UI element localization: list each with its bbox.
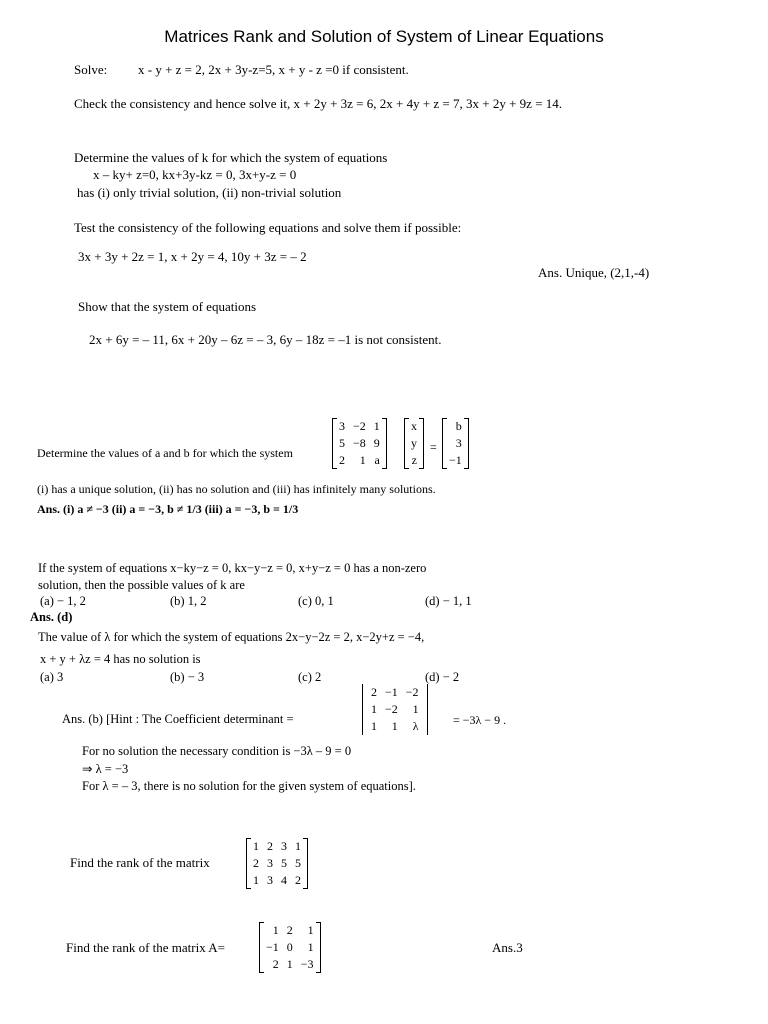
matrix-cell: 2 bbox=[267, 839, 273, 853]
matrix-cell: 1 bbox=[272, 923, 279, 937]
matrix-cell: 2 bbox=[286, 923, 293, 937]
q2-text: Check the consistency and hence solve it, x + 2y + 3z = 6, 2x + 4y + z = 7, 3x + 2y + 9z = 14. bbox=[74, 96, 563, 111]
q1-equations: x - y + z = 2, 2x + 3y-z=5, x + y - z =0 if consistent. bbox=[138, 62, 409, 77]
q6-prompt: Determine the values of a and b for which the system bbox=[37, 446, 293, 460]
matrix-cell: 5 bbox=[339, 436, 345, 450]
q8-line5: For λ = – 3, there is no solution for the given system of equations]. bbox=[82, 779, 416, 793]
q3-line3: has (i) only trivial solution, (ii) non-trivial solution bbox=[77, 185, 342, 200]
q7-option-a: (a) − 1, 2 bbox=[40, 594, 86, 608]
q9-matrix bbox=[247, 838, 307, 889]
q8-option-c: (c) 2 bbox=[298, 670, 322, 684]
matrix-cell: 2 bbox=[253, 856, 259, 870]
q7-line1: If the system of equations x−ky−z = 0, kx−y−z = 0, x+y−z = 0 has a non-zero bbox=[38, 561, 427, 575]
matrix-cell: −2 bbox=[405, 685, 419, 699]
matrix-cell: 1 bbox=[359, 453, 366, 467]
q6-variable-vector bbox=[405, 418, 423, 469]
matrix-cell: a bbox=[374, 453, 380, 467]
matrix-cell: −1 bbox=[385, 685, 398, 699]
matrix-cell: 3 bbox=[455, 436, 462, 450]
matrix-cell: 1 bbox=[371, 702, 377, 716]
q8-determinant bbox=[362, 684, 428, 735]
matrix-cell: 2 bbox=[339, 453, 345, 467]
matrix-cell: −2 bbox=[353, 419, 366, 433]
q3-line1: Determine the values of k for which the system of equations bbox=[74, 150, 388, 165]
q8-line4: ⇒ λ = −3 bbox=[82, 762, 129, 776]
matrix-cell: 5 bbox=[281, 856, 287, 870]
q6-parts: (i) has a unique solution, (ii) has no solution and (iii) has infinitely many solutions. bbox=[37, 482, 436, 496]
matrix-cell: b bbox=[455, 419, 462, 433]
matrix-cell: z bbox=[411, 453, 417, 467]
matrix-cell: 1 bbox=[412, 702, 419, 716]
q10-prompt: Find the rank of the matrix A= bbox=[66, 940, 225, 955]
q7-option-d: (d) − 1, 1 bbox=[425, 594, 472, 608]
matrix-cell: −3 bbox=[300, 957, 314, 971]
matrix-cell: −8 bbox=[353, 436, 366, 450]
q7-answer: Ans. (d) bbox=[30, 610, 73, 624]
q6-rhs-vector bbox=[443, 418, 468, 469]
q6-coefficient-matrix bbox=[333, 418, 386, 469]
matrix-cell: 1 bbox=[391, 719, 398, 733]
matrix-cell: 1 bbox=[307, 923, 314, 937]
matrix-cell: x bbox=[411, 419, 417, 433]
q8-line2: x + y + λz = 4 has no solution is bbox=[40, 652, 201, 666]
matrix-cell: 1 bbox=[253, 839, 259, 853]
matrix-cell: 0 bbox=[286, 940, 293, 954]
matrix-cell: 3 bbox=[267, 873, 273, 887]
q8-option-b: (b) − 3 bbox=[170, 670, 205, 684]
matrix-cell: 1 bbox=[295, 839, 301, 853]
q4-line2: 3x + 3y + 2z = 1, x + 2y = 4, 10y + 3z = – 2 bbox=[78, 249, 307, 264]
matrix-cell: −1 bbox=[449, 453, 462, 467]
q8-line1: The value of λ for which the system of equations 2x−y−2z = 2, x−2y+z = −4, bbox=[38, 630, 425, 644]
q7-line2: solution, then the possible values of k are bbox=[38, 578, 245, 592]
q6-answer: Ans. (i) a ≠ −3 (ii) a = −3, b ≠ 1/3 (iii) a = −3, b = 1/3 bbox=[37, 502, 299, 516]
matrix-cell: 1 bbox=[307, 940, 314, 954]
matrix-cell: −2 bbox=[385, 702, 398, 716]
matrix-cell: 1 bbox=[373, 419, 380, 433]
matrix-cell: λ bbox=[412, 719, 419, 733]
q4-answer: Ans. Unique, (2,1,-4) bbox=[538, 265, 650, 280]
matrix-cell: 5 bbox=[295, 856, 301, 870]
matrix-cell: 3 bbox=[267, 856, 273, 870]
matrix-cell: 2 bbox=[272, 957, 279, 971]
q4-line1: Test the consistency of the following equations and solve them if possible: bbox=[74, 220, 462, 235]
q8-hint-prefix: Ans. (b) [Hint : The Coefficient determinant = bbox=[62, 712, 294, 726]
matrix-cell: 2 bbox=[371, 685, 377, 699]
q8-option-d: (d) − 2 bbox=[425, 670, 460, 684]
matrix-cell: 1 bbox=[371, 719, 377, 733]
q10-answer: Ans.3 bbox=[492, 940, 523, 955]
q3-line2: x – ky+ z=0, kx+3y-kz = 0, 3x+y-z = 0 bbox=[93, 167, 297, 182]
matrix-cell: 3 bbox=[339, 419, 345, 433]
matrix-cell: 4 bbox=[281, 873, 287, 887]
q5-line2: 2x + 6y = – 11, 6x + 20y – 6z = – 3, 6y – 18z = –1 is not consistent. bbox=[89, 332, 442, 347]
q8-option-a: (a) 3 bbox=[40, 670, 64, 684]
page-title: Matrices Rank and Solution of System of Linear Equations bbox=[164, 27, 604, 46]
q8-line3: For no solution the necessary condition is −3λ – 9 = 0 bbox=[82, 744, 352, 758]
matrix-cell: 2 bbox=[295, 873, 301, 887]
q6-equals: = bbox=[430, 440, 437, 454]
q5-line1: Show that the system of equations bbox=[78, 299, 257, 314]
matrix-cell: 1 bbox=[286, 957, 293, 971]
matrix-cell: 9 bbox=[373, 436, 380, 450]
q9-prompt: Find the rank of the matrix bbox=[70, 855, 210, 870]
q7-option-b: (b) 1, 2 bbox=[170, 594, 207, 608]
q1-label: Solve: bbox=[74, 62, 108, 77]
matrix-cell: −1 bbox=[266, 940, 279, 954]
q8-det-value: = −3λ − 9 . bbox=[453, 713, 507, 727]
q10-matrix bbox=[260, 922, 320, 973]
matrix-cell: 1 bbox=[253, 873, 259, 887]
matrix-cell: y bbox=[411, 436, 417, 450]
q7-option-c: (c) 0, 1 bbox=[298, 594, 334, 608]
matrix-cell: 3 bbox=[281, 839, 287, 853]
